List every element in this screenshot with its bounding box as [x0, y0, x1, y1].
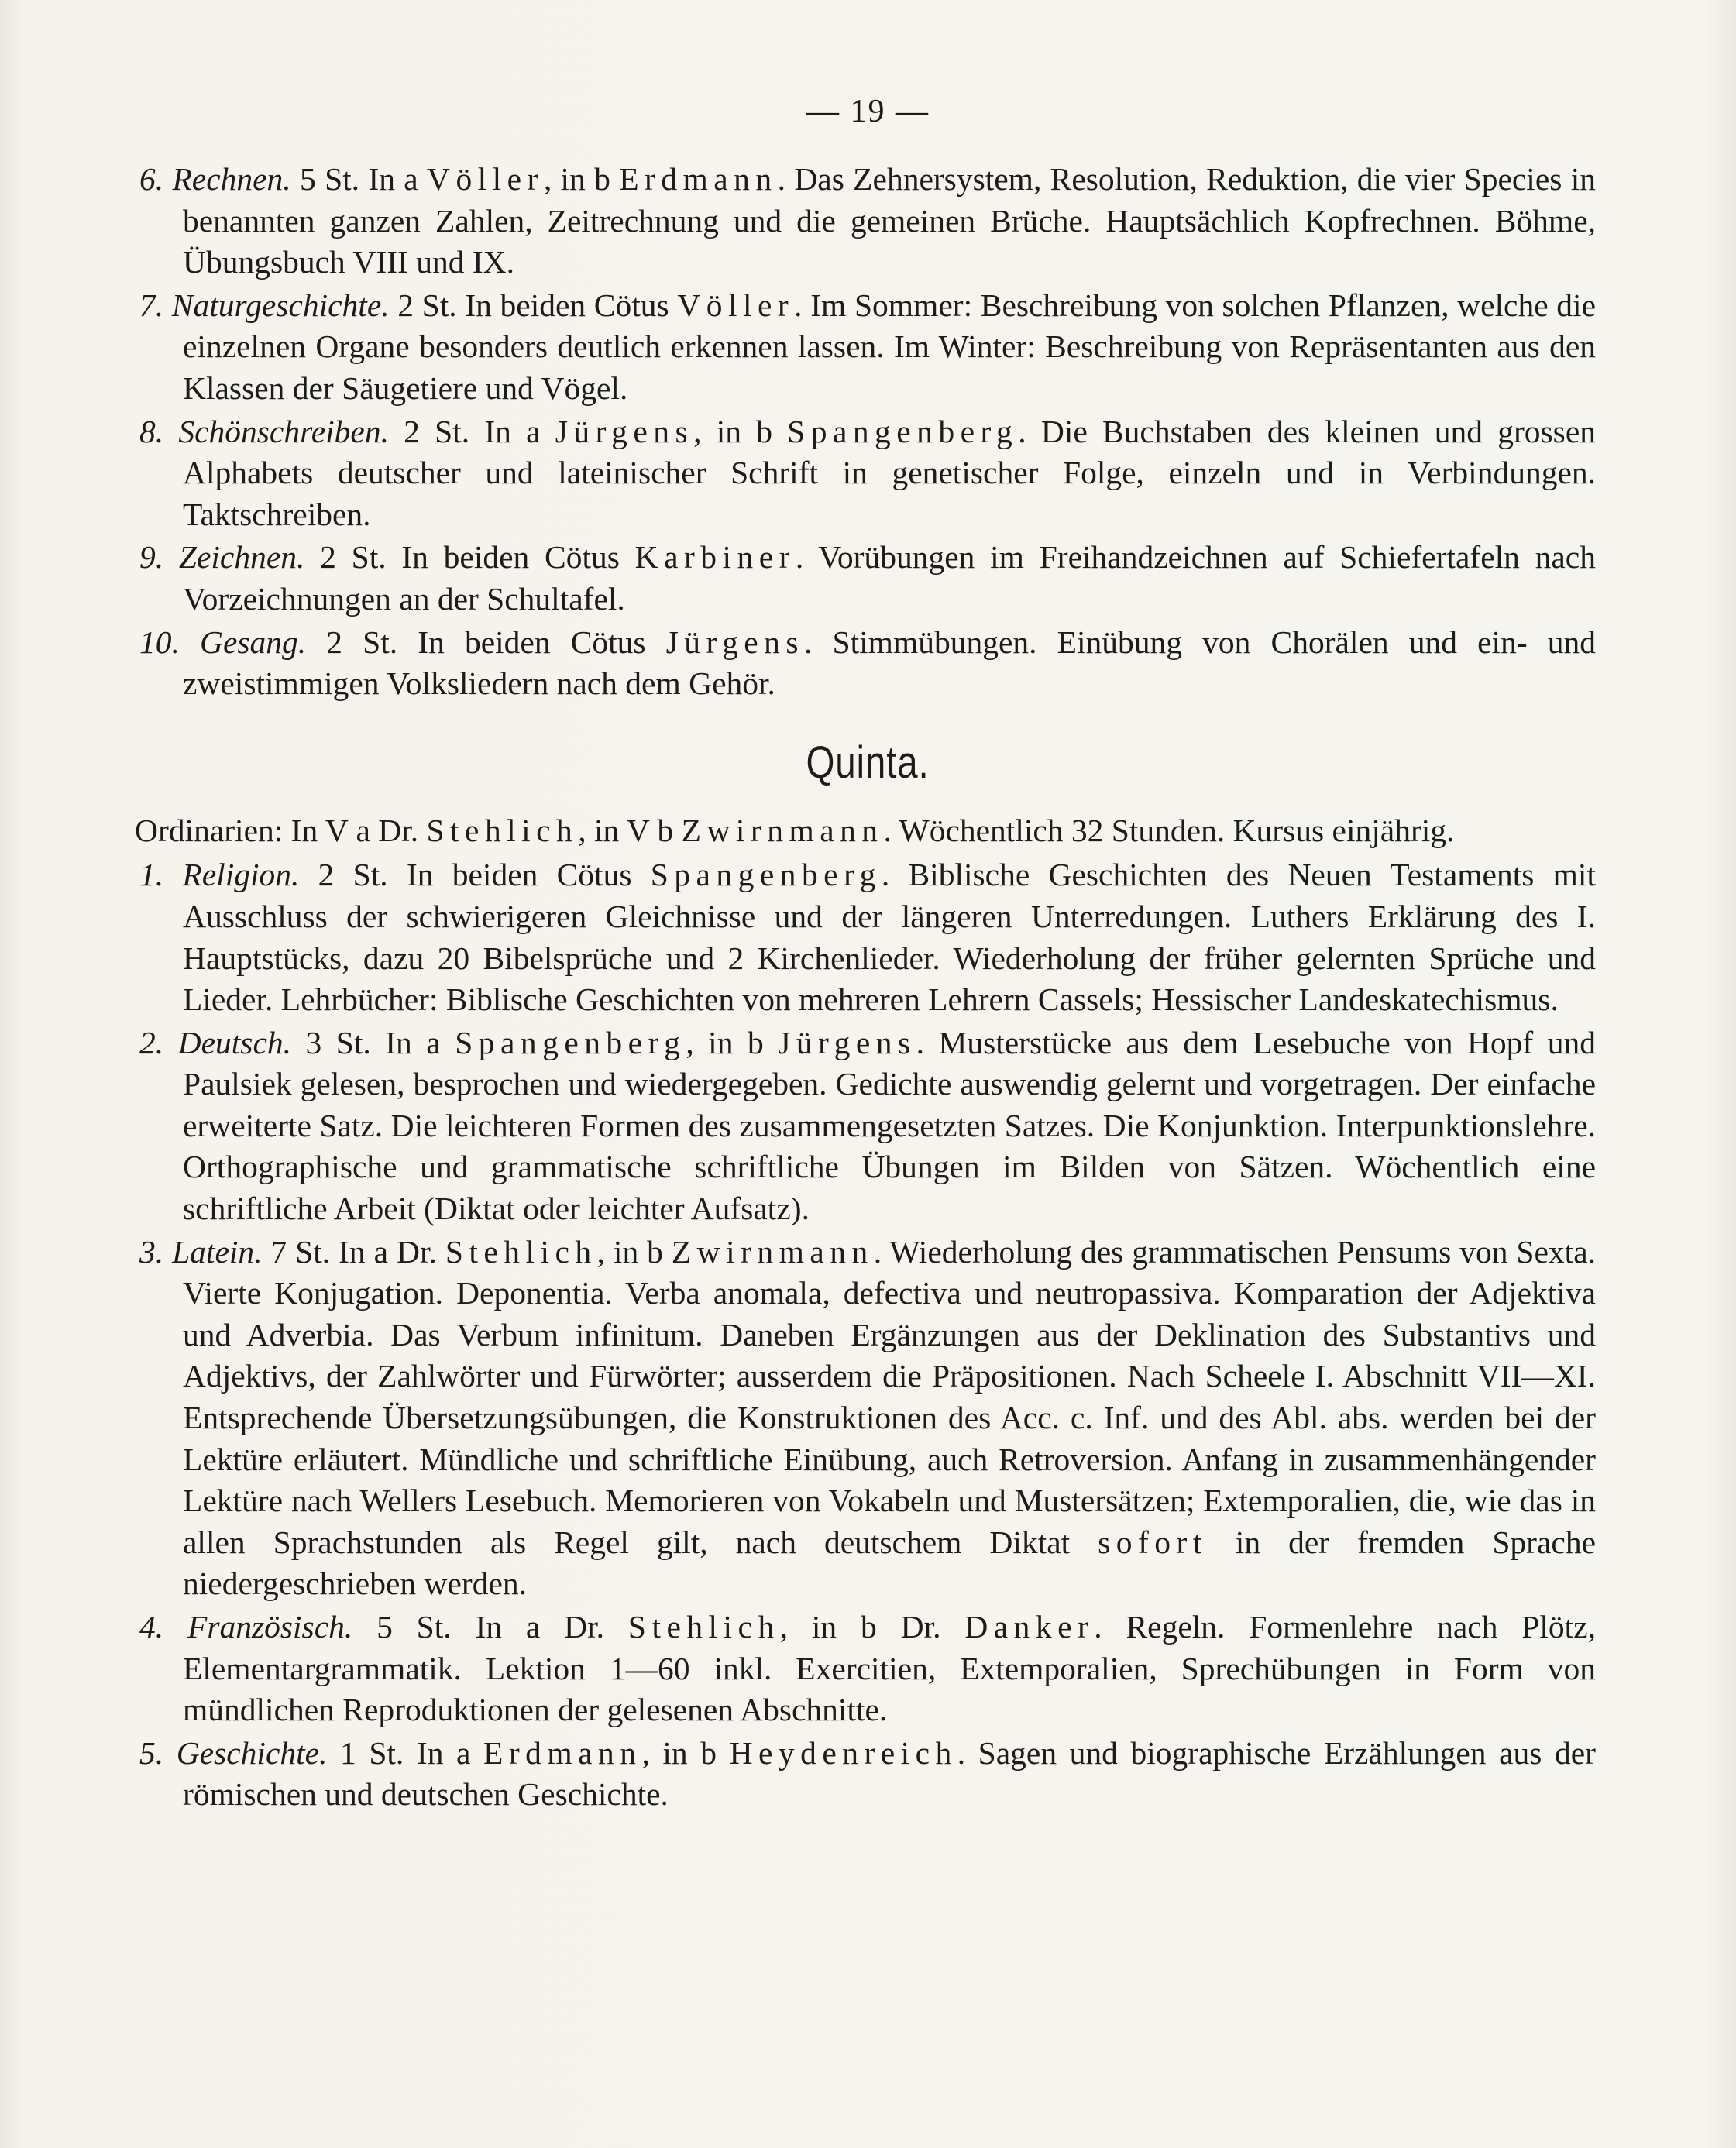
- section-title: Quinta.: [806, 737, 930, 788]
- entry-number: 5.: [139, 1734, 164, 1771]
- entry-subject: Französisch.: [187, 1609, 353, 1645]
- entry-text: , in b: [693, 413, 788, 449]
- entry-teacher: Spangenberg: [650, 857, 882, 893]
- entry-text: in der fremden Sprache niedergeschrieben werden.: [183, 1524, 1596, 1602]
- entry-text: , in b: [596, 1233, 672, 1270]
- entry-text: . Wiederholung des grammatischen Pensums von Sexta. Vierte Konjugation. Deponentia. Verba anomala, defectiva und neutropassiva. Komparation der Adjektiva und Adverbia. Das Verbum infinitum. Daneben Ergänzungen aus der Deklination des Substantivs und Adjektivs, der Zahlwörter und Fürwörter; ausserdem die Präpositionen. Nach Scheele I. Abschnitt VII—XI. Entsprechende Übersetzungsübungen, die Konstruktionen des Acc. c. Inf. und des Abl. abs. werden bei der Lektüre erläutert. Mündliche und schriftliche Einübung, auch Retroversion. Anfang in zusammenhängender Lektüre nach Wellers Lesebuch. Memorieren von Vokabeln und Mustersätzen; Extemporalien, die, wie das in allen Sprachstunden als Regel gilt, nach deutschem Diktat: [183, 1233, 1596, 1560]
- entry-text: 2 St. In a: [388, 413, 555, 449]
- subject-entry: [139, 1733, 1596, 1816]
- subject-entry: [139, 285, 1596, 410]
- entry-number: 8.: [139, 413, 164, 449]
- ordinarien-teacher-b: Zwirnmann: [681, 812, 884, 848]
- entry-teacher: Spangenberg: [787, 413, 1019, 449]
- entry-number: 10.: [139, 624, 180, 660]
- entry-subject: Rechnen.: [172, 161, 291, 197]
- entry-text: 5 St. In a: [290, 161, 427, 197]
- entry-teacher: Stehlich: [445, 1233, 597, 1270]
- entries-list-quinta: [139, 854, 1596, 1816]
- entry-teacher: Völler: [427, 161, 544, 197]
- entry-subject: Latein.: [172, 1233, 263, 1270]
- entry-number: 4.: [139, 1609, 164, 1645]
- ordinarien-text-a: Ordinarien: In V a Dr.: [135, 812, 427, 848]
- entry-teacher: Jürgens: [555, 413, 694, 449]
- subject-entry: [139, 1607, 1596, 1731]
- entry-teacher: Jürgens: [778, 1024, 916, 1060]
- entry-text: . Biblische Geschichten des Neuen Testaments mit Ausschluss der schwierigeren Gleichnisse und der längeren Unterredungen. Luthers Erklärung des I. Hauptstücks, dazu 20 Bibelsprüche und 2 Kirchenlieder. Wiederholung der früher gelernten Sprüche und Lieder. Lehrbücher: Biblische Geschichten von mehreren Lehrern Cassels; Hessischer Landeskatechismus.: [183, 857, 1596, 1018]
- entry-number: 1.: [139, 857, 164, 893]
- entry-teacher: Völler: [677, 287, 795, 323]
- entry-text: , in b: [641, 1734, 730, 1771]
- entry-number: 6.: [139, 161, 164, 197]
- subject-entry: [139, 159, 1596, 284]
- entry-teacher: Danker: [964, 1609, 1095, 1645]
- entry-text: . Stimmübungen. Einübung von Chorälen und ein- und zweistimmigen Volksliedern nach dem Gehör.: [183, 624, 1597, 702]
- entry-text: 1 St. In a: [327, 1734, 484, 1771]
- page-content: [135, 159, 1597, 1816]
- entry-subject: Naturgeschichte.: [171, 287, 390, 323]
- entry-text: 2 St. In beiden Cötus: [389, 287, 678, 323]
- subject-entry: [139, 1232, 1596, 1605]
- entry-text: . Im Sommer: Beschreibung von solchen Pflanzen, welche die einzelnen Organe besonders deutlich erkennen lassen. Im Winter: Beschreibung von Repräsentanten aus den Klassen der Säugetiere und Vögel.: [183, 287, 1596, 406]
- entry-teacher: Erdmann: [483, 1734, 642, 1771]
- entry-emphasis: sofort: [1098, 1524, 1208, 1560]
- entry-text: , in b Dr.: [779, 1609, 965, 1645]
- entry-teacher: Stehlich: [627, 1609, 780, 1645]
- ordinarien-text-e: . Wöchentlich 32 Stunden. Kursus einjährig.: [883, 812, 1455, 848]
- entry-subject: Zeichnen.: [178, 539, 305, 576]
- entry-text: . Das Zehnersystem, Resolution, Reduktion, die vier Species in benannten ganzen Zahlen, Zeitrechnung und die gemeinen Brüche. Hauptsächlich Kopfrechnen. Böhme, Übungsbuch VIII und IX.: [183, 161, 1597, 280]
- entry-number: 3.: [139, 1233, 164, 1270]
- entry-text: 2 St. In beiden Cötus: [306, 624, 666, 660]
- entry-text: 2 St. In beiden Cötus: [304, 539, 635, 576]
- subject-entry: [139, 411, 1596, 536]
- entry-text: 5 St. In a Dr.: [352, 1609, 628, 1645]
- entries-list-sexta-continued: [139, 159, 1596, 705]
- entry-teacher: Heydenreich: [729, 1734, 957, 1771]
- ordinarien-text-c: , in V b: [578, 812, 682, 848]
- entry-teacher: Erdmann: [619, 161, 778, 197]
- entry-text: . Regeln. Formenlehre nach Plötz, Elementargrammatik. Lektion 1—60 inkl. Exercitien, Extemporalien, Sprechübungen in Form von mündlichen Reproduktionen der gelesenen Abschnitte.: [183, 1609, 1596, 1728]
- entry-text: . Vorübungen im Freihandzeichnen auf Schiefertafeln nach Vorzeichnungen an der Schultafel.: [183, 539, 1596, 617]
- page-number: — 19 —: [806, 94, 930, 129]
- subject-entry: [139, 1022, 1596, 1230]
- entry-teacher: Jürgens: [665, 624, 805, 660]
- ordinarien-teacher-a: Stehlich: [426, 812, 579, 848]
- subject-entry: [139, 537, 1596, 620]
- entry-text: , in b: [686, 1024, 779, 1060]
- entry-text: . Musterstücke aus dem Lesebuche von Hopf und Paulsiek gelesen, besprochen und wiedergegeben. Gedichte auswendig gelernt und vorgetragen. Der einfache erweiterte Satz. Die leichteren Formen des zusammengesetzten Satzes. Die Konjunktion. Interpunktionslehre. Orthographische und grammatische schriftliche Übungen im Bilden von Sätzen. Wöchentlich eine schriftliche Arbeit (Diktat oder leichter Aufsatz).: [183, 1024, 1597, 1227]
- entry-subject: Geschichte.: [176, 1734, 328, 1771]
- entry-text: 3 St. In a: [291, 1024, 455, 1060]
- entry-text: 2 St. In beiden Cötus: [299, 857, 651, 893]
- entry-number: 2.: [139, 1024, 164, 1060]
- entry-teacher: Karbiner: [634, 539, 796, 576]
- entry-subject: Gesang.: [200, 624, 307, 660]
- entry-subject: Schönschreiben.: [178, 413, 389, 449]
- subject-entry: [139, 854, 1596, 1020]
- entry-number: 7.: [139, 287, 164, 323]
- entry-subject: Deutsch.: [177, 1024, 291, 1060]
- entry-text: , in b: [543, 161, 620, 197]
- entry-text: . Sagen und biographische Erzählungen aus der römischen und deutschen Geschichte.: [183, 1734, 1597, 1813]
- entry-teacher: Spangenberg: [455, 1024, 686, 1060]
- entry-subject: Religion.: [182, 857, 300, 893]
- entry-teacher: Zwirnmann: [671, 1233, 874, 1270]
- entry-number: 9.: [139, 539, 164, 576]
- entry-text: . Die Buchstaben des kleinen und grossen Alphabets deutscher und lateinischer Schrift in genetischer Folge, einzeln und in Verbindungen. Taktschreiben.: [183, 413, 1596, 532]
- subject-entry: [139, 622, 1596, 705]
- entry-text: 7 St. In a Dr.: [262, 1233, 445, 1270]
- ordinarien-line: [135, 810, 1596, 852]
